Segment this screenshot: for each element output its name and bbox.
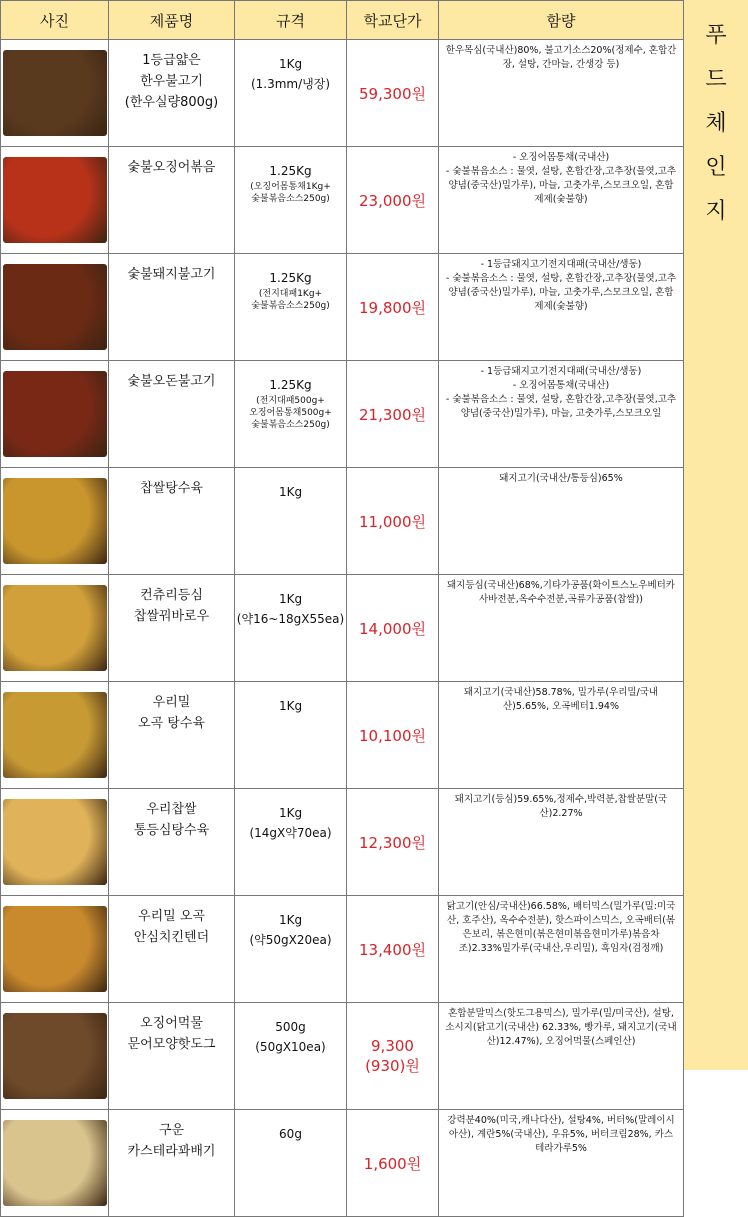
product-name-cell: [109, 682, 235, 789]
table-row: [1, 254, 684, 361]
ingredients-cell: [439, 40, 684, 147]
bulgogi-photo: [3, 50, 107, 136]
ingredients-cell: [439, 1003, 684, 1110]
photo-cell: [1, 1110, 109, 1217]
price-cell: [347, 575, 439, 682]
spec-cell: [235, 1003, 347, 1110]
price-cell: [347, 40, 439, 147]
chicken-tender-photo: [3, 906, 107, 992]
product-name-line: 숯불오돈불고기: [127, 374, 216, 389]
spec-cell: [235, 575, 347, 682]
tenderloin-sweet-sour-pork-photo: [3, 799, 107, 885]
product-name-line: 통등심탕수육: [133, 823, 210, 838]
product-name-line: 오곡 탕수육: [138, 716, 205, 731]
sweet-sour-pork-photo: [3, 585, 107, 671]
spec-cell: [235, 468, 347, 575]
photo-cell: [1, 468, 109, 575]
product-name-line: 1등급얇은: [142, 53, 201, 68]
product-name-line: 우리밀: [152, 695, 191, 710]
product-name-column-header: 제품명: [109, 1, 235, 40]
side-label-char: 체: [705, 111, 727, 136]
spec-line: 1Kg: [278, 806, 303, 820]
price-cell: [347, 254, 439, 361]
spec-cell: [235, 361, 347, 468]
spec-detail-line: 숯불볶음소스250g): [251, 301, 330, 311]
product-name-cell: [109, 468, 235, 575]
price-line: 23,000원: [359, 191, 426, 210]
spec-cell: [235, 254, 347, 361]
spec-line: 1Kg: [278, 699, 303, 713]
table-row: [1, 1003, 684, 1110]
product-name-line: 숯불돼지불고기: [127, 267, 216, 282]
price-cell: [347, 896, 439, 1003]
spec-line: (14gX약70ea): [249, 826, 332, 840]
ingredients-line: 강력분40%(미국,캐나다산), 설탕4%, 버터%(말레이시아산), 계란5%(국내산), 우유5%, 버터크림28%, 카스테라가루5%: [447, 1115, 675, 1154]
castella-twist-photo: [3, 1120, 107, 1206]
ingredients-cell: [439, 789, 684, 896]
table-row: [1, 789, 684, 896]
product-name-cell: [109, 361, 235, 468]
spec-line: 1Kg: [278, 485, 303, 499]
ingredients-line: - 오징어몸통채(국내산): [512, 152, 610, 163]
ingredients-line: - 숯불볶음소스 : 물엿, 설탕, 혼합간장,고추장(물엿,고추양념(중국산)밀가루), 마늘, 고춧가루,스모크오일, 혼합제제(숯불향): [445, 166, 677, 205]
ingredients-line: 돼지고기(등심)59.65%,정제수,박력분,찹쌀분말(국산)2.27%: [454, 794, 668, 819]
photo-cell: [1, 40, 109, 147]
ingredients-line: 혼합분말믹스(핫도그용믹스), 밀가루(밀/미국산), 설탕, 소시지(닭고기(국내산) 62.33%, 빵가루, 돼지고기(국내산)12.47%), 오징어먹물(스페인산): [445, 1008, 677, 1047]
product-name-line: 우리밀 오곡: [138, 909, 205, 924]
product-name-line: 오징어먹물: [140, 1016, 203, 1031]
table-row: [1, 147, 684, 254]
price-cell: [347, 361, 439, 468]
product-name-cell: [109, 40, 235, 147]
spec-line: 500g: [275, 1020, 306, 1034]
side-label-char: 푸: [705, 23, 727, 48]
side-label-char: 인: [705, 155, 727, 180]
ingredients-column-header: 함량: [439, 1, 684, 40]
price-line: 9,300: [371, 1036, 414, 1055]
price-column-header: 학교단가: [347, 1, 439, 40]
spec-cell: [235, 896, 347, 1003]
price-line: 13,400원: [359, 940, 426, 959]
table-row: [1, 40, 684, 147]
spec-cell: [235, 682, 347, 789]
sweet-sour-pork-photo: [3, 478, 107, 564]
product-name-line: 컨츄리등심: [140, 588, 203, 603]
ingredients-line: - 숯불볶음소스 : 물엿, 설탕, 혼합간장,고추장(물엿,고추양념(중국산)밀가루), 마늘, 고춧가루,스모크오일: [445, 394, 677, 419]
product-name-line: 카스테라꽈배기: [127, 1144, 216, 1159]
spec-detail-line: (전지대패1Kg+: [258, 289, 323, 299]
product-name-cell: [109, 896, 235, 1003]
product-name-cell: [109, 254, 235, 361]
price-cell: [347, 1003, 439, 1110]
price-line: 59,300원: [359, 84, 426, 103]
spec-line: 1Kg: [278, 592, 303, 606]
spec-line: (약50gX20ea): [249, 933, 332, 947]
spec-cell: [235, 789, 347, 896]
ingredients-line: 돼지고기(국내산)58.78%, 밀가루(우리밀/국내산)5.65%, 오곡베터1.94%: [463, 687, 659, 712]
price-cell: [347, 682, 439, 789]
spec-line: (1.3mm/냉장): [250, 77, 331, 91]
product-name-cell: [109, 1110, 235, 1217]
header-row: [1, 1, 684, 40]
ingredients-line: 한우목심(국내산)80%, 불고기소스20%(정제수, 혼합간장, 설탕, 간마늘, 간생강 등): [445, 45, 677, 70]
table-row: [1, 361, 684, 468]
spec-detail-line: 숯불볶음소스250g): [251, 194, 330, 204]
photo-cell: [1, 254, 109, 361]
spec-column-header: 규격: [235, 1, 347, 40]
ingredients-line: 닭고기(안심/국내산)66.58%, 배터믹스(밀가루(밀:미국산, 호주산), 옥수수전분), 핫스파이스믹스, 오곡배터(볶은보리, 볶은현미(볶은현미볶음현미가루)볶음차조)2.33%밀가루(국내산,우리밀), 흑임자(검정깨): [446, 901, 676, 954]
photo-cell: [1, 789, 109, 896]
vendor-name: [684, 14, 748, 234]
photo-cell: [1, 147, 109, 254]
product-name-line: 안심치킨텐더: [133, 930, 210, 945]
spec-detail-line: (오징어몸통채1Kg+: [250, 182, 331, 192]
octopus-hotdog-photo: [3, 1013, 107, 1099]
squid-stirfry-photo: [3, 157, 107, 243]
ingredients-line: 돼지고기(국내산/통등심)65%: [499, 473, 623, 484]
spec-detail-line: 숯불볶음소스250g): [251, 420, 330, 430]
spec-cell: [235, 147, 347, 254]
product-name-line: (한우실량800g): [124, 95, 219, 110]
product-name-line: 한우불고기: [140, 74, 203, 89]
spec-line: 1.25Kg: [269, 164, 312, 178]
spec-line: 1Kg: [278, 913, 303, 927]
photo-cell: [1, 575, 109, 682]
product-name-line: 우리찹쌀: [146, 802, 197, 817]
photo-cell: [1, 896, 109, 1003]
spec-detail-line: (전지대패500g+: [256, 396, 325, 406]
product-name-line: 숯불오징어볶음: [127, 160, 216, 175]
ingredients-cell: [439, 1110, 684, 1217]
side-panel: [683, 0, 748, 1070]
price-line: 21,300원: [359, 405, 426, 424]
price-cell: [347, 468, 439, 575]
side-label-char: 드: [705, 67, 727, 92]
price-cell: [347, 1110, 439, 1217]
ingredients-cell: [439, 896, 684, 1003]
product-name-line: 문어모양핫도그: [127, 1037, 216, 1052]
ingredients-cell: [439, 147, 684, 254]
price-cell: [347, 789, 439, 896]
product-name-cell: [109, 575, 235, 682]
photo-cell: [1, 682, 109, 789]
price-line: 10,100원: [359, 726, 426, 745]
photo-column-header: 사진: [1, 1, 109, 40]
price-cell: [347, 147, 439, 254]
product-rows: [1, 40, 684, 1217]
table-row: [1, 1110, 684, 1217]
photo-cell: [1, 361, 109, 468]
product-name-cell: [109, 789, 235, 896]
spec-cell: [235, 40, 347, 147]
product-name-line: 찹쌀꿔바로우: [133, 609, 210, 624]
price-line: (930)원: [365, 1056, 420, 1075]
ingredients-cell: [439, 575, 684, 682]
spec-line: (50gX10ea): [255, 1040, 326, 1054]
product-name-cell: [109, 147, 235, 254]
ingredients-cell: [439, 254, 684, 361]
side-label-char: 지: [705, 199, 727, 224]
ingredients-line: - 숯불볶음소스 : 물엿, 설탕, 혼합간장,고추장(물엿,고추양념(중국산)밀가루), 마늘, 고춧가루,스모크오일, 혼합제제(숯불향): [445, 273, 677, 312]
spec-line: 1.25Kg: [269, 271, 312, 285]
table-row: [1, 896, 684, 1003]
spec-line: 60g: [279, 1127, 302, 1141]
spec-line: 1Kg: [278, 57, 303, 71]
ingredients-line: - 1등급돼지고기전지대패(국내산/생동): [480, 366, 642, 377]
spec-detail-line: 오징어몸통채500g+: [249, 408, 332, 418]
price-line: 19,800원: [359, 298, 426, 317]
product-name-cell: [109, 1003, 235, 1110]
ingredients-line: - 1등급돼지고기전지대패(국내산/생동): [480, 259, 642, 270]
price-line: 14,000원: [359, 619, 426, 638]
squid-pork-bulgogi-photo: [3, 371, 107, 457]
ingredients-line: - 오징어몸통채(국내산): [512, 380, 610, 391]
product-name-line: 찹쌀탕수육: [140, 481, 203, 496]
table-row: [1, 682, 684, 789]
price-line: 11,000원: [359, 512, 426, 531]
table-row: [1, 575, 684, 682]
photo-cell: [1, 1003, 109, 1110]
table-row: [1, 468, 684, 575]
price-line: 1,600원: [363, 1154, 422, 1173]
ingredients-cell: [439, 682, 684, 789]
ingredients-cell: [439, 468, 684, 575]
spec-cell: [235, 1110, 347, 1217]
price-line: 12,300원: [359, 833, 426, 852]
spec-line: 1.25Kg: [269, 378, 312, 392]
pork-bulgogi-photo: [3, 264, 107, 350]
ingredients-cell: [439, 361, 684, 468]
sweet-sour-pork-photo: [3, 692, 107, 778]
spec-line: (약16~18gX55ea): [236, 612, 345, 626]
product-name-line: 구운: [158, 1123, 185, 1138]
ingredients-line: 돼지등심(국내산)68%,기타가공품(화이트스노우베터카사바전분,옥수수전분,곡류가공품(찹쌀)): [447, 580, 675, 605]
